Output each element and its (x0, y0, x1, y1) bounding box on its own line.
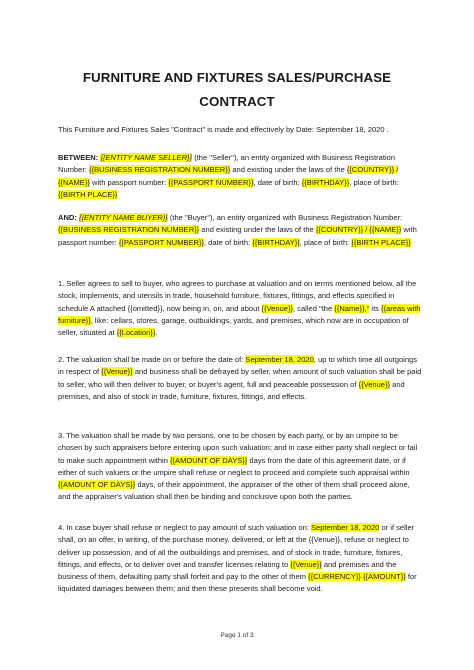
text-run: 3. The valuation shall be made by two persons, one to be chosen by each party, or by an umpire to be chosen by such appraisers before entering upon such valuation; and in case either party shall neglect or fail to make such appointment within (58, 431, 418, 465)
text-run: (the "Seller"), an entity organized with Business Registration Number: (58, 153, 396, 175)
seller-country: {{COUNTRY}} / {{NAME}} (58, 165, 399, 187)
text-run: . (155, 328, 158, 338)
text-run: (the "Buyer"), an entity organized with Business Registration Number: (167, 213, 403, 222)
buyer-entity-name: {{ENTITY NAME BUYER}} (78, 213, 168, 222)
text-run: days, of their appointment, the appraiser of the other of them shall proceed alone, and the appraiser's valuation shall then be binding and conclusive upon both the parties. (58, 480, 410, 502)
clause-4-paragraph (58, 522, 422, 596)
text-run: , place of birth: (349, 177, 399, 187)
text-run: and premises, and also of stock in trade, furniture, fixtures, fittings, and effects. (58, 379, 405, 401)
text-run: , date of birth: (203, 237, 253, 247)
page-footer: Page 1 of 3 (220, 632, 254, 639)
title-line-2: CONTRACT (199, 94, 275, 109)
seller-birth-place: {{BIRTH PLACE}} (58, 189, 118, 199)
text-run: and business shall be defrayed by seller, when amount of such valuation shall be paid to seller, who will then deliver to buyer, or buyer's agent, full and peaceable possession of (58, 367, 422, 389)
clause-4-amount: {{CURRENCY}} {{AMOUNT}} (308, 572, 406, 582)
text-run: , place of birth: (299, 237, 352, 247)
seller-party-paragraph (58, 152, 422, 201)
text-run: or if seller shall, on an offer, in writing, of the purchase money, delivered, or left at the {{Venue}}, refuse or neglect to deliver up possession, and of all the outbuildings and premises, and of stock in trade, furniture, fixtures, fittings, and effects, or to deliver over and transfer licenses relating to (58, 523, 415, 569)
buyer-country: {{COUNTRY}} / {{NAME}} (315, 225, 402, 235)
buyer-birth-place: {{BIRTH PLACE}} (351, 237, 411, 247)
clause-3-days-1: {{AMOUNT OF DAYS}} (170, 455, 248, 465)
seller-passport-number: {{PASSPORT NUMBER}} (168, 177, 254, 187)
clause-4-venue: {{Venue}} (290, 559, 322, 569)
and-label: AND: (58, 213, 79, 222)
buyer-passport-number: {{PASSPORT NUMBER}} (118, 237, 204, 247)
intro-paragraph: This Furniture and Fixtures Sales "Contract" is made and effectively by Date: September 18, 2020 . (58, 125, 389, 134)
title-line-1: FURNITURE AND FIXTURES SALES/PURCHASE (82, 70, 392, 85)
text-run: , date of birth: (253, 177, 302, 187)
text-run: its (369, 303, 382, 313)
clause-2-paragraph (58, 354, 422, 403)
clause-1-areas: {{areas with furniture}} (58, 303, 421, 325)
clause-2-venue-1: {{Venue}} (101, 367, 133, 377)
clause-1-venue: {{Venue}} (261, 303, 294, 313)
text-run: with passport number: (89, 177, 169, 187)
seller-registration-number: {{BUSINESS REGISTRATION NUMBER}} (89, 165, 231, 175)
text-run: , like: cellars, stores, garage, outbuildings, yards, and premises, which now are in occupation of seller, situated at (58, 315, 409, 338)
text-run: for liquidated damages between them; and then these presents shall become void. (58, 572, 417, 594)
text-run: , called "the (293, 303, 335, 313)
clause-1-paragraph (58, 278, 422, 339)
text-run: , up to which time all outgoings in respect of (58, 355, 417, 377)
clause-1-location: {{Location}} (116, 328, 156, 338)
between-label: BETWEEN: (58, 153, 101, 162)
buyer-birthday: {{BIRTHDAY}} (252, 237, 300, 247)
text-run: and premises and the business of them, defaulting party shall forfeit and pay to the other of them (58, 559, 397, 582)
seller-entity-name: {{ENTITY NAME SELLER}} (100, 153, 193, 162)
text-run: days from the date of this agreement date, or if either of such valuers or the umpire shall refuse or neglect to proceed and complete such appraisal within (58, 455, 410, 477)
clause-3-paragraph (58, 430, 422, 504)
clause-2-venue-2: {{Venue}} (358, 379, 391, 389)
clause-4-date: September 18, 2020 (310, 523, 380, 532)
clause-3-days-2: {{AMOUNT OF DAYS}} (58, 480, 136, 490)
text-run: 1. Seller agrees to sell to buyer, who agrees to purchase at valuation and on terms mentioned below, all the stock, implements, and utensils in trade, household furniture, fixtures, fittings, and effects specified in schedule A attached {{omitted}}, now being in, on, and about (58, 279, 417, 313)
text-run: 4. In case buyer shall refuse or neglect to pay amount of such valuation on: (58, 523, 311, 532)
buyer-party-paragraph (58, 212, 422, 249)
clause-2-date: September 18, 2020 (245, 355, 314, 364)
seller-birthday: {{BIRTHDAY}} (301, 177, 350, 187)
text-run: and existing under the laws of the (199, 225, 316, 235)
text-run: 2. The valuation shall be made on or before the date of: (58, 355, 246, 364)
text-run: and existing under the laws of the (230, 165, 347, 175)
text-run: with passport number: (58, 225, 417, 247)
clause-1-name: {{Name}}," (334, 303, 370, 313)
document-title (60, 66, 414, 114)
buyer-registration-number: {{BUSINESS REGISTRATION NUMBER}} (58, 225, 200, 235)
